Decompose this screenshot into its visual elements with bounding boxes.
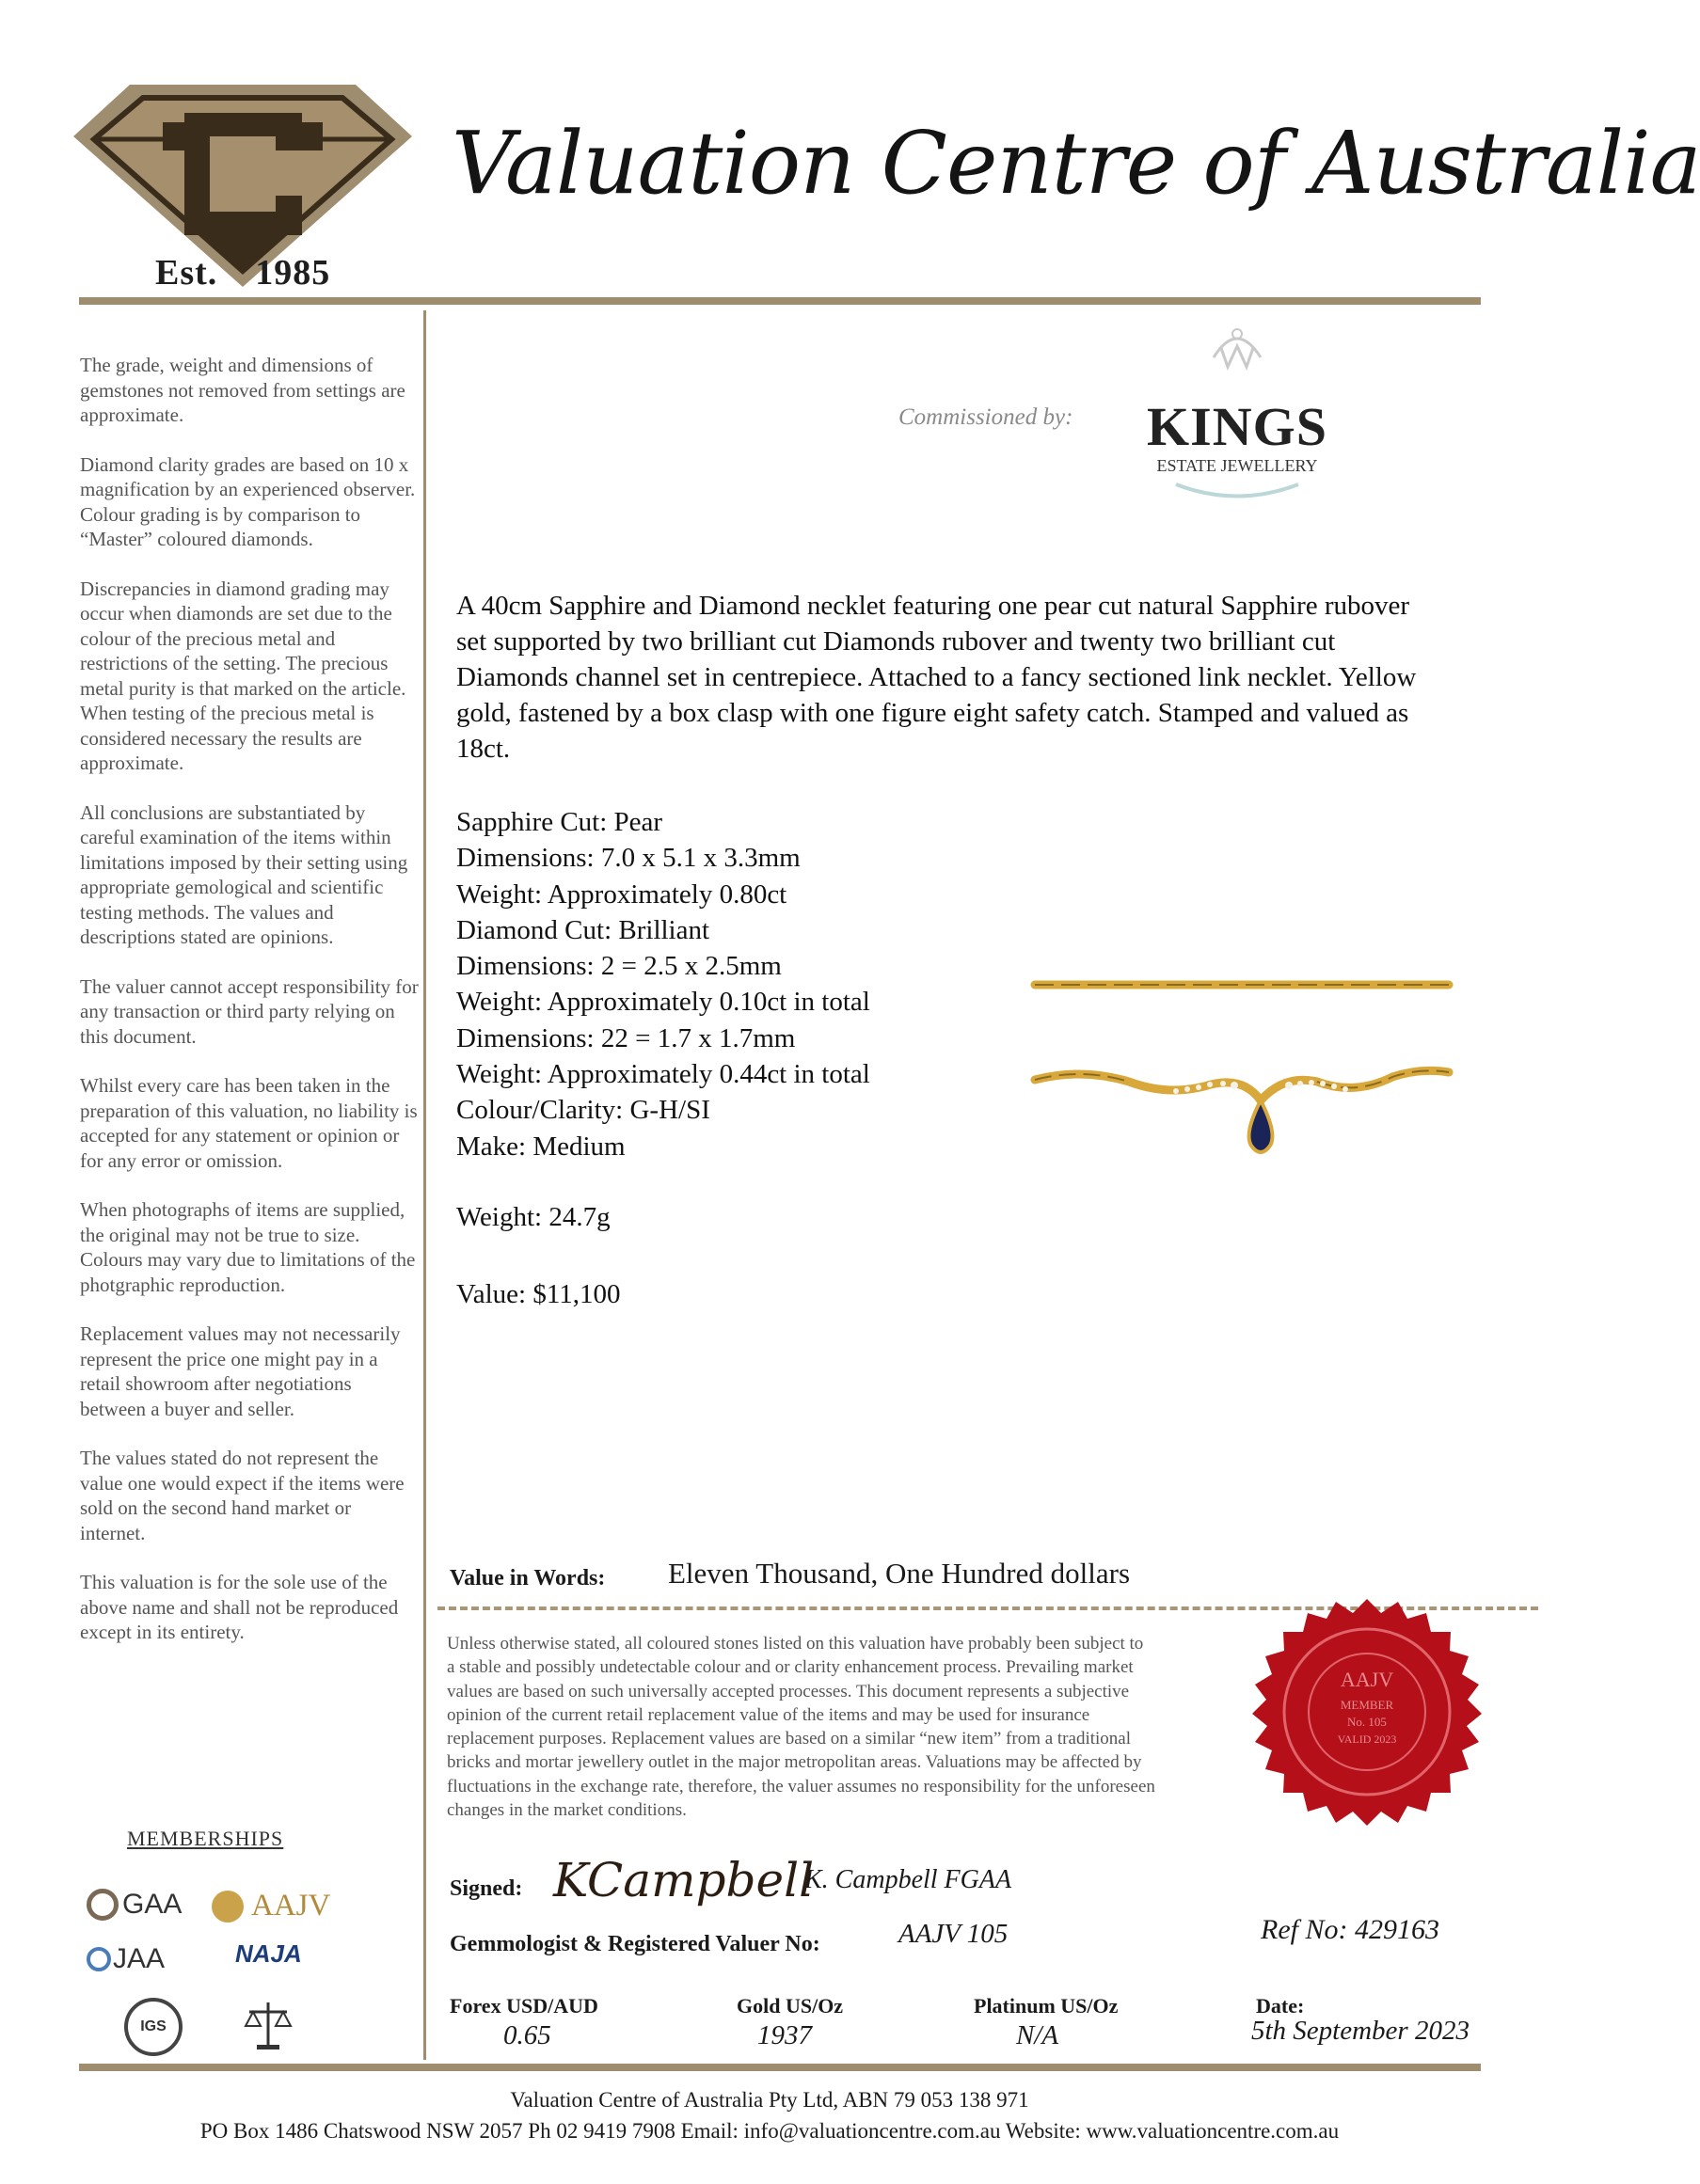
- jaa-logo: [87, 1943, 165, 1975]
- ref-value: 429163: [1354, 1914, 1439, 1945]
- commissioned-by-label: Commissioned by:: [898, 404, 1073, 430]
- item-description: A 40cm Sapphire and Diamond necklet featuring one pear cut natural Sapphire rubover set supported by two brilliant cut Diamonds rubover and twenty two brilliant cut Diamonds channel set in centrepiece. Attached to a fancy sectioned link necklet. Yellow gold, fastened by a box clasp with one figure eight safety catch. Stamped and valued as 18ct.: [456, 591, 1417, 764]
- gaa-seal-icon: [87, 1889, 119, 1921]
- reference-number: [1261, 1914, 1439, 1946]
- sidebar-note: The valuer cannot accept responsibility for any transaction or third party relying on this document.: [80, 974, 419, 1048]
- disclaimer-line: bricks and mortar jewellery outlet in the major metropolitan areas. Valuations may be affected by: [447, 1752, 1142, 1773]
- igs-label: IGS: [124, 1998, 183, 2056]
- forex-label: Forex USD/AUD: [450, 1994, 598, 2018]
- disclaimer-text: [447, 1632, 1284, 1822]
- aajv-label: AAJV: [251, 1889, 331, 1923]
- seal-text: MEMBER: [1340, 1698, 1394, 1712]
- sidebar-note: When photographs of items are supplied, the original may not be true to size. Colours may vary due to limitations of the photgraphic reproduction.: [80, 1198, 416, 1296]
- platinum-value: N/A: [1016, 2020, 1059, 2050]
- gold-value: 1937: [757, 2020, 812, 2050]
- spec-line: Weight: Approximately 0.10ct in total: [456, 987, 870, 1018]
- sidebar-divider: [423, 310, 426, 2060]
- spec-line: Make: Medium: [456, 1131, 626, 1162]
- aajv-scales-icon: [212, 1891, 244, 1923]
- date-label: Date:: [1256, 1994, 1305, 2018]
- brand-title: Valuation Centre of Australia: [452, 113, 1700, 214]
- disclaimer-line: opinion of the current retail replacement value of the items and may be used for insurance: [447, 1704, 1090, 1725]
- sidebar-note: This valuation is for the sole use of the above name and shall not be reproduced except in its entirety.: [80, 1571, 399, 1643]
- sidebar-notes: [80, 353, 419, 1670]
- footer-divider: [79, 2064, 1481, 2071]
- wax-seal: [1240, 1594, 1494, 1848]
- spec-line: Dimensions: 2 = 2.5 x 2.5mm: [456, 951, 782, 982]
- seal-text: AAJV: [1340, 1668, 1394, 1691]
- gaa-label: GAA: [122, 1889, 183, 1920]
- valuer-number-label: Gemmologist & Registered Valuer No:: [450, 1932, 820, 1956]
- seal-text: No. 105: [1347, 1715, 1387, 1729]
- sidebar-note: The grade, weight and dimensions of gemstones not removed from settings are approximate.: [80, 354, 405, 426]
- kings-company-subtitle: ESTATE JEWELLERY: [1156, 456, 1318, 475]
- gaa-logo: [87, 1889, 182, 1921]
- naja-logo: [235, 1939, 302, 1969]
- platinum-label: Platinum US/Oz: [974, 1994, 1119, 2018]
- item-weight: Weight: 24.7g: [456, 1202, 611, 1232]
- seal-text: VALID 2023: [1337, 1733, 1397, 1746]
- est-year: 1985: [255, 253, 331, 293]
- item-specifications: [456, 804, 870, 1164]
- sidebar-note: The values stated do not represent the value one would expect if the items were sold on the second hand market or internet.: [80, 1447, 405, 1544]
- footer-contact: PO Box 1486 Chatswood NSW 2057 Ph 02 9419 7908 Email: info@valuationcentre.com.au Website: www.valuationcentre.com.au: [199, 2119, 1340, 2143]
- spec-line: Weight: Approximately 0.44ct in total: [456, 1059, 870, 1090]
- disclaimer-line: fluctuations in the exchange rate, therefore, the valuer assumes no responsibility for the unforeseen: [447, 1776, 1155, 1796]
- jaa-label: JAA: [113, 1943, 166, 1974]
- disclaimer-line: Unless otherwise stated, all coloured stones listed on this valuation have probably been subject to: [447, 1634, 1144, 1654]
- disclaimer-line: replacement purposes. Replacement values are based on a similar “new item” from a traditional: [447, 1729, 1131, 1749]
- memberships-heading: MEMBERSHIPS: [127, 1827, 284, 1850]
- spec-line: Weight: Approximately 0.80ct: [456, 878, 787, 910]
- date-value: 5th September 2023: [1251, 2016, 1470, 2046]
- aajv-logo: [212, 1889, 330, 1923]
- igs-logo: [124, 1998, 183, 2056]
- necklace-photo: [1025, 950, 1458, 1185]
- kings-company-name: KINGS: [1147, 396, 1327, 457]
- disclaimer-line: changes in the market conditions.: [447, 1800, 687, 1821]
- sidebar-note: All conclusions are substantiated by careful examination of the items within limitations imposed by their setting using appropriate gemological and scientific testing methods. The values and descriptions stated are opinions.: [80, 800, 408, 948]
- spec-line: Dimensions: 22 = 1.7 x 1.7mm: [456, 1022, 796, 1053]
- naja-label: NAJA: [235, 1939, 302, 1968]
- spec-line: Diamond Cut: Brilliant: [456, 914, 710, 945]
- forex-value: 0.65: [503, 2020, 551, 2050]
- sidebar-note: Replacement values may not necessarily represent the price one might pay in a retail showroom after negotiations between a buyer and seller.: [80, 1322, 401, 1420]
- established-label: [155, 252, 330, 293]
- item-value: Value: $11,100: [456, 1279, 621, 1309]
- footer-company: Valuation Centre of Australia Pty Ltd, ABN 79 053 138 971: [510, 2088, 1029, 2112]
- sidebar-note: Discrepancies in diamond grading may occur when diamonds are set due to the colour of the precious metal and restrictions of the setting. The precious metal purity is that marked on the article. When testing of the precious metal is considered necessary the results are approximate.: [80, 577, 406, 774]
- value-in-words: Eleven Thousand, One Hundred dollars: [668, 1557, 1131, 1590]
- signatory-name: K. Campbell FGAA: [804, 1865, 1012, 1894]
- est-label: Est.: [155, 253, 218, 293]
- sidebar-note: Whilst every care has been taken in the preparation of this valuation, no liability is accepted for any statement or opinion or for any error or omission.: [80, 1074, 418, 1172]
- ref-label: Ref No:: [1261, 1914, 1348, 1945]
- value-in-words-label: Value in Words:: [450, 1566, 606, 1591]
- spec-line: Sapphire Cut: Pear: [456, 807, 663, 837]
- sidebar-note: Diamond clarity grades are based on 10 x magnification by an experienced observer. Colour grading is by comparison to “Master” coloured diamonds.: [80, 452, 416, 550]
- disclaimer-line: values are based on such universally accepted processes. This document represents a subjective: [447, 1681, 1130, 1701]
- handwritten-signature: KCampbell: [553, 1853, 815, 1907]
- header-divider: [79, 297, 1481, 305]
- gold-label: Gold US/Oz: [737, 1994, 844, 2018]
- association-scales-icon: [240, 1998, 296, 2054]
- signed-label: Signed:: [450, 1876, 523, 1901]
- spec-line: Dimensions: 7.0 x 5.1 x 3.3mm: [456, 843, 801, 874]
- jaa-globe-icon: [87, 1947, 111, 1971]
- spec-line: Colour/Clarity: G-H/SI: [456, 1095, 710, 1126]
- disclaimer-line: a stable and possibly undetectable colour and or clarity enhancement process. Prevailing market: [447, 1657, 1134, 1678]
- valuer-number: AAJV 105: [898, 1919, 1009, 1949]
